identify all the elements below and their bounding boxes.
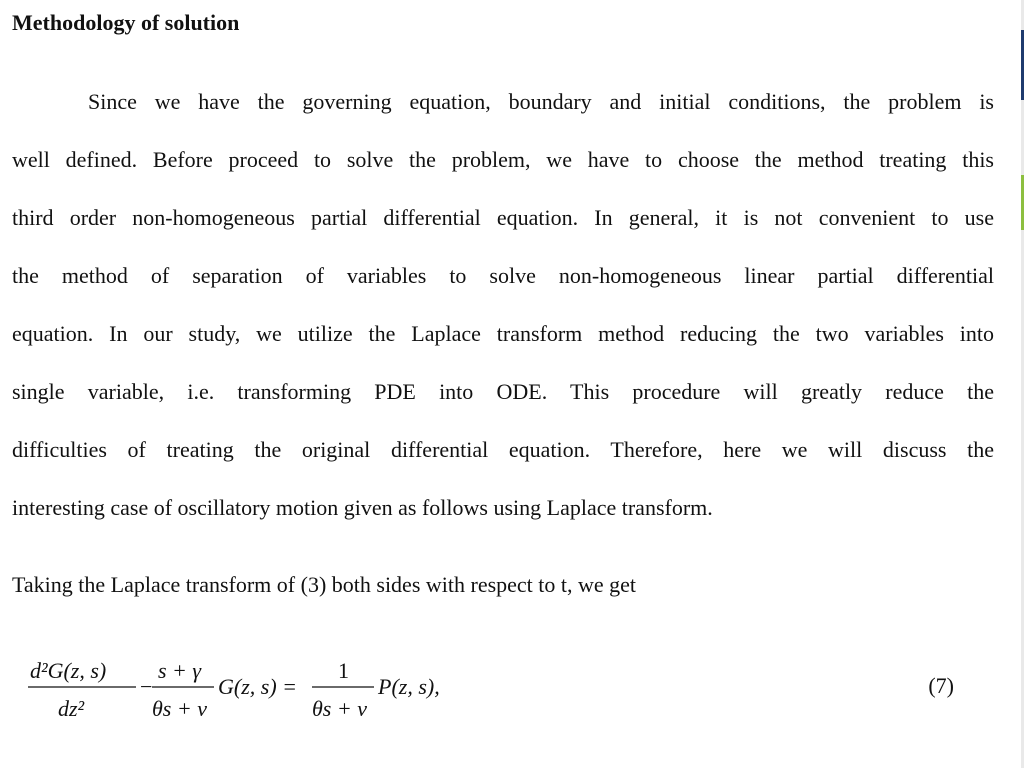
paragraph-line-8: interesting case of oscillatory motion given as follows using Laplace transform.: [12, 495, 713, 520]
paragraph-line-7: difficulties of treating the original differential equation. Therefore, here we will discuss the: [12, 437, 994, 462]
eq-middle-term: G(z, s) =: [218, 674, 298, 699]
paragraph-line-2: well defined. Before proceed to solve the problem, we have to choose the method treating this: [12, 147, 994, 172]
paragraph-line-5: equation. In our study, we utilize the Laplace transform method reducing the two variables into: [12, 321, 994, 346]
eq-term2-numerator: s + γ: [158, 658, 202, 683]
eq-minus-sign: −: [140, 674, 153, 699]
equation-7: [12, 640, 1012, 740]
equation-svg: [12, 640, 532, 740]
eq-term2-denominator: θs + ν: [152, 696, 207, 721]
eq-term1-numerator: d²G(z, s): [30, 658, 107, 683]
eq-tail-term: P(z, s),: [378, 674, 440, 699]
paragraph-line-1: Since we have the governing equation, boundary and initial conditions, the problem is: [88, 89, 994, 114]
eq-term1-denominator: dz²: [58, 696, 85, 721]
eq-term3-numerator: 1: [338, 658, 349, 683]
paragraph-line-4: the method of separation of variables to solve non-homogeneous linear partial differential: [12, 263, 994, 288]
methodology-paragraph: [12, 73, 994, 537]
laplace-sentence: Taking the Laplace transform of (3) both sides with respect to t, we get: [12, 572, 637, 597]
paragraph-line-6: single variable, i.e. transforming PDE into ODE. This procedure will greatly reduce the: [12, 379, 994, 404]
equation-number: (7): [928, 673, 954, 698]
section-heading: Methodology of solution: [12, 10, 240, 35]
eq-term3-denominator: θs + ν: [312, 696, 367, 721]
paragraph-line-3: third order non-homogeneous partial differential equation. In general, it is not convenient to use: [12, 205, 994, 230]
